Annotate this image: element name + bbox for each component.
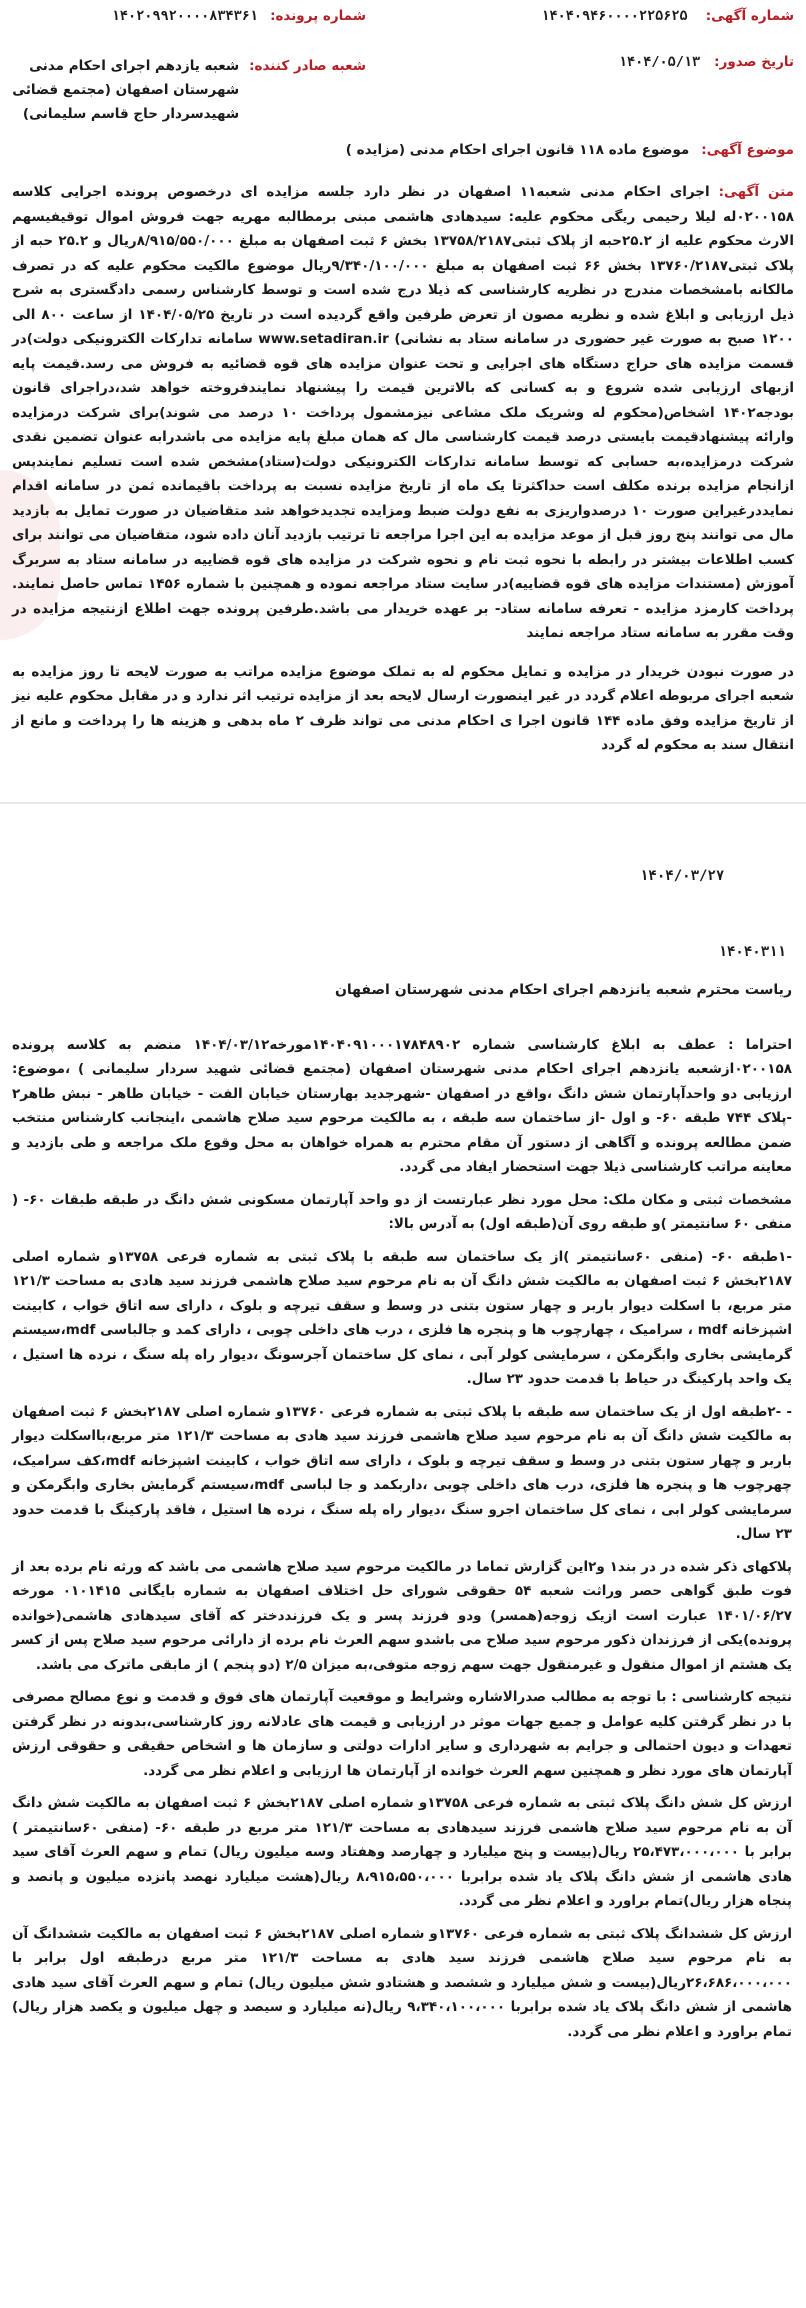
ad-paragraph-1-text: اجرای احکام مدنی شعبه۱۱ اصفهان در نظر دارد جلسه مزایده ای درخصوص پرونده اجرایی کلاسه ۰۲۰۰۱۵۸له لیلا رحیمی ریگی محکوم علیه: سیدهادی هاشمی مبنی برمطالبه مهریه جهت فروش اموال توقیفیسهم الارث محکوم علیه از ۲۵.۲حبه از پلاک ثبتی۱۳۷۵۸/۲۱۸۷ بخش ۶ ثبت اصفهان به مبلغ ۸/۹۱۵/۵۵۰/۰۰۰ریال و ۲۵.۲ حبه از پلاک ثبتی۱۳۷۶۰/۲۱۸۷ بخش ۶۶ ثبت اصفهان به مبلغ ۹/۳۴۰/۱۰۰/۰۰۰ریال موضوع مالکیت محکوم علیه که در تصرف مالکانه بامشخصات مندرج در نظریه کارشناسی که ذیلا درج شده است و توسط کارشناس رسمی دادگستری به شرح ذیل ارزیابی و ابلاغ شده و نظریه مصون از تعرض طرفین واقع گردیده است در تاریخ ۱۴۰۴/۰۵/۲۵ از ساعت ۸۰۰ الی ۱۲۰۰ صبح به صورت غیر حضوری در سامانه ستاد به نشانی) www.setadiran.ir سامانه تدارکات الکترونیکی دولت)در قسمت مزایده های حراج دستگاه های اجرایی و تحت عنوان مزایده های قوه قضائیه به فروش می رسد.قیمت پایه ازبهای ارزیابی شده شروع و به کسانی که بالاترین قیمت را پیشنهاد نمایندفروخته خواهد شد،دراجرای قانون بودجه۱۴۰۲ اشخاص(محکوم له وشریک ملک مشاعی نیزمشمول پرداخت ۱۰ درصد می شوند)برای شرکت درمزایده وارائه پیشنهادقیمت بایستی درصد قیمت کارشناسی مال که همان مبلغ پایه مزایده می باشدرابه عنوان تضمین نقدی شرکت درمزایده،به حسابی که توسط سامانه تدارکات الکترونیکی دولت(ستاد)مشخص شده است تسلیم نمایندپس ازانجام مزایده برنده مکلف است حداکثرتا یک ماه از تاریخ مزایده نسبت به پرداخت باقیمانده ثمن در سامانه اقدام نمایددرغیراین صورت ۱۰ درصدواریزی به نفع دولت ضبط ومزایده تجدیدخواهد شد متقاضیان در صورت تمایل به بازدید مال می توانند پنج روز قبل از موعد مزایده به این اجرا مراجعه تا ترتیب بازدید آنان داده شود، متقاضیان می توانند برای کسب اطلاعات بیشتر در رابطه با نحوه ثبت نام و نحوه شرکت در مزایده های قوه قضاییه در سامانه ستاد به سربرگ آموزش (مستندات مزایده های قوه قضاییه)در سایت ستاد مراجعه نموده و همچنین با شماره ۱۴۵۶ تماس حاصل نمایند. پرداخت کارمزد مزایده - تعرفه سامانه ستاد- بر عهده خریدار می باشد.طرفین پرونده جهت اطلاع ازنتیجه مزایده در وقت مقرر به سامانه ستاد مراجعه نمایند: [12, 184, 794, 641]
report-para-3: -۱طبقه ۶۰- (منفی ۶۰سانتیمتر )از یک ساختمان سه طبقه با پلاک ثبتی به شماره فرعی ۱۳۷۵۸و شماره اصلی ۲۱۸۷بخش ۶ ثبت اصفهان به مالکیت شش دانگ آن به نام مرحوم سید صلاح هاشمی فرزند سید هادی به مساحت ۱۲۱/۳ متر مربع، با اسکلت دیوار باربر و چهار ستون بتنی در وسط و سقف تیرچه و بلوک ، دارای سه اتاق خواب ، کابینت اشپزخانه mdf ، سرامیک ، چهارچوب ها و پنجره ها فلزی ، درب های داخلی چوبی ، دارای کمد و جالباسی mdf،سیستم گرمایشی بخاری وابگرمکن ، سرمایشی کولر آبی ، نمای کل ساختمان آجرسونگ ،دیوار راه پله سنگ ، نرده ها استیل ، یک واحد پارکینگ در حیاط با قدمت حدود ۲۳ سال.: [12, 1248, 792, 1387]
issuer-row: [6, 54, 366, 126]
ad-paragraph-1: [12, 180, 794, 646]
issuer-label: شعبه صادر کننده:: [249, 58, 366, 74]
report-addressee: ریاست محترم شعبه یانزدهم اجرای احکام مدنی شهرستان اصفهان: [334, 982, 792, 998]
subject-label: موضوع آگهی:: [701, 142, 794, 158]
issue-date-row: [619, 54, 794, 84]
subject-row: [346, 142, 794, 172]
issue-date-label: تاریخ صدور:: [714, 54, 794, 70]
case-number-row: [112, 8, 366, 38]
issuer-name: شعبه یازدهم اجرای احکام مدنی شهرستان اصفهان (مجتمع قضائی شهیدسردار حاج قاسم سلیمانی): [12, 58, 240, 122]
subject-text: موضوع ماده ۱۱۸ قانون اجرای احکام مدنی (مزایده ): [345, 142, 690, 158]
issue-date: ۱۴۰۴/۰۵/۱۳: [618, 54, 701, 70]
report-para-2: مشخصات ثبتی و مکان ملک: محل مورد نظر عبارتست از دو واحد آپارتمان مسکونی شش دانگ در طبقه طبقات ۶۰- ( منفی ۶۰ سانتیمتر )و طبقه روی آن(طبقه اول) به آدرس بالا:: [12, 1191, 793, 1232]
report-date: ۱۴۰۴/۰۳/۲۷: [640, 868, 725, 884]
report-para-8: ارزش کل ششدانگ پلاک ثبتی به شماره فرعی ۱۳۷۶۰و شماره اصلی ۲۱۸۷بخش ۶ ثبت اصفهان به مالکیت ششدانگ آن به نام مرحوم سید صلاح هاشمی فرزند سید هادی به مساحت ۱۲۱/۳ متر مربع درطبقه اول برابر با ۲۶،۶۸۶،۰۰۰،۰۰۰ریال(بیست و شش میلیارد و ششصد و هشتادو شش میلیون ریال) تمام و سهم العرث آقای سید هادی هاشمی از شش دانگ پلاک یاد شده برابربا ۹،۳۴۰،۱۰۰،۰۰۰ ریال(نه میلیارد و سیصد و چهل میلیون و یکصد هزار ریال) تمام براورد و اعلام نظر می گردد.: [12, 1925, 792, 2040]
report-number: ۱۴۰۴۰۳۱۱: [718, 944, 786, 960]
report-para-7: ارزش کل شش دانگ پلاک ثبتی به شماره فرعی ۱۳۷۵۸و شماره اصلی ۲۱۸۷بخش ۶ ثبت اصفهان به مالکیت شش دانگ آن به نام مرحوم سید صلاح هاشمی فرزند سیدهادی به مساحت ۱۲۱/۳ متر مربع در طبقه ۶۰- (منفی ۶۰سانتیمتر ) برابر با ۲۵،۴۷۳،۰۰۰،۰۰۰ ریال(بیست و پنج میلیارد و چهارصد وهفتاد وسه میلیون ریال) تمام و سهم العرث آقای سید هادی هاشمی از شش دانگ پلاک یاد شده برابربا ۸،۹۱۵،۵۵۰،۰۰۰ ریال(هشت میلیارد نهصد پانزده میلیون و پانصد و پنجاه هزار ریال)تمام براورد و اعلام نظر می گردد.: [12, 1795, 793, 1909]
report-para-5: پلاکهای ذکر شده در در بند۱ و۲این گزارش تماما در مالکیت مرحوم سید صلاح هاشمی می باشد که ورثه نام برده بعد از فوت طبق گواهی حصر وراثت شعبه ۵۴ حقوقی شورای حل اختلاف اصفهان به شماره بایگانی ۰۱۰۱۴۱۵ مورخه ۱۴۰۱/۰۶/۲۷ عبارت است ازیک زوجه(همسر) ودو فرزند پسر و یک فرزنددختر که آقای سیدهادی هاشمی(خوانده پرونده)یکی از فرزندان ذکور مرحوم سید صلاح می باشدو سهم العرث نام برده از دارائی مرحوم سید صلاح پس از کسر یک هشتم از اموال منقول و غیرمنقول جهت سهم زوجه متوفی،به میزان ۲/۵ (دو پنجم ) از مابقی ماترک می باشد.: [12, 1558, 792, 1673]
case-number-label: شماره پرونده:: [270, 8, 366, 24]
report-para-6: نتیجه کارشناسی : با توجه به مطالب صدرالاشاره وشرایط و موقعیت آپارتمان های فوق و قدمت و نوع مصالح مصرفی با در نظر گرفتن کلیه عوامل و جمیع جهات موثر در ارزیابی و قیمت های عادلانه روز کارشناسی،بدونه در نظر گرفتن تعهدات و دیون احتمالی و جرایم به شهرداری و سایر ادارات دولتی و سازمان ها و اشخاص حقیقی و حقوقی ارزش آپارتمان های مورد نظر و همچنین سهم العرث خوانده از آپارتمان ها ارزیابی و اعلام نظر می گردد.: [12, 1689, 792, 1779]
report-para-1: احتراما : عطف به ابلاغ کارشناسی شماره ۱۴۰۴۰۹۱۰۰۰۱۷۸۴۸۹۰۲مورخه۱۴۰۴/۰۳/۱۲ منضم به کلاسه پرونده ۰۲۰۰۱۵۸ازشعبه یانزدهم اجرای احکام مدنی شهرستان اصفهان (مجتمع قضائی شهید سردار سلیمانی ) ،موضوع: ارزیابی دو واحدآپارتمان شش دانگ ،واقع در اصفهان -شهرجدید بهارستان خیابان الفت - خیابان طاهر - نبش طاهر۲ -پلاک ۷۴۴ طبقه ۶۰- و اول -از ساختمان سه طبقه ، به مالکیت مرحوم سید صلاح هاشمی ،اینجانب کارشناس منتخب ضمن مطالعه پرونده و آگاهی از دستور آن مقام محترم به همراه خواهان به محل وقوع ملک مراجعه و طی بازدید و معاینه مراتب کارشناسی ذیلا جهت استحضار ایفاد می گردد.: [12, 1036, 792, 1175]
divider: [0, 802, 806, 804]
ad-body: [12, 180, 794, 758]
ad-paragraph-2: در صورت نبودن خریدار در مزایده و تمایل محکوم له به تملک موضوع مزایده مراتب به صورت لایحه تا روز مزایده به شعبه اجرای مربوطه اعلام گردد در غیر اینصورت ارسال لایحه بعد از مزایده ترتیب اثر ندارد و در مقابل محکوم علیه نیز از تاریخ مزایده وفق ماده ۱۴۴ قانون اجرا ی احکام مدنی می تواند ظرف ۲ ماه بدهی و هزینه ها را پرداخت و مانع از انتقال سند به محکوم له گردد: [12, 663, 794, 753]
case-number: ۱۴۰۲۰۹۹۲۰۰۰۰۸۳۴۳۶۱: [111, 8, 259, 24]
ad-number-row: [541, 8, 794, 38]
ad-number: ۱۴۰۴۰۹۴۶۰۰۰۰۲۲۵۶۲۵: [541, 8, 688, 24]
report-para-4: - -۲طبقه اول از یک ساختمان سه طبقه با پلاک ثبتی به شماره فرعی ۱۳۷۶۰و شماره اصلی ۲۱۸۷بخش ۶ ثبت اصفهان به مالکیت شش دانگ آن به نام مرحوم سید صلاح هاشمی فرزند سید هادی به مساحت ۱۲۱/۳ متر مربع،بااسکلت دیوار باربر و چهار ستون بتنی در وسط و سقف تیرچه و بلوک ، دارای سه اتاق خواب ، کابینت اشپزخانه mdf،کف سرامیک، چهرچوب ها و پنجره ها فلزی، درب های داخلی چوبی ،داربکمد و جا لباسی mdf،سیستم گرمایش بخاری وابگرمکن و سرمایشی کولر ابی ، نمای کل ساختمان اجرو سنگ ،دیوار راه پله سنگ ، نرده ها استیل ، فاقد پارکینگ با قدمت حدود ۲۳ سال.: [12, 1403, 792, 1542]
expert-report: [12, 978, 792, 2044]
ad-number-label: شماره آگهی:: [705, 8, 794, 24]
body-label: متن آگهی:: [718, 184, 794, 200]
